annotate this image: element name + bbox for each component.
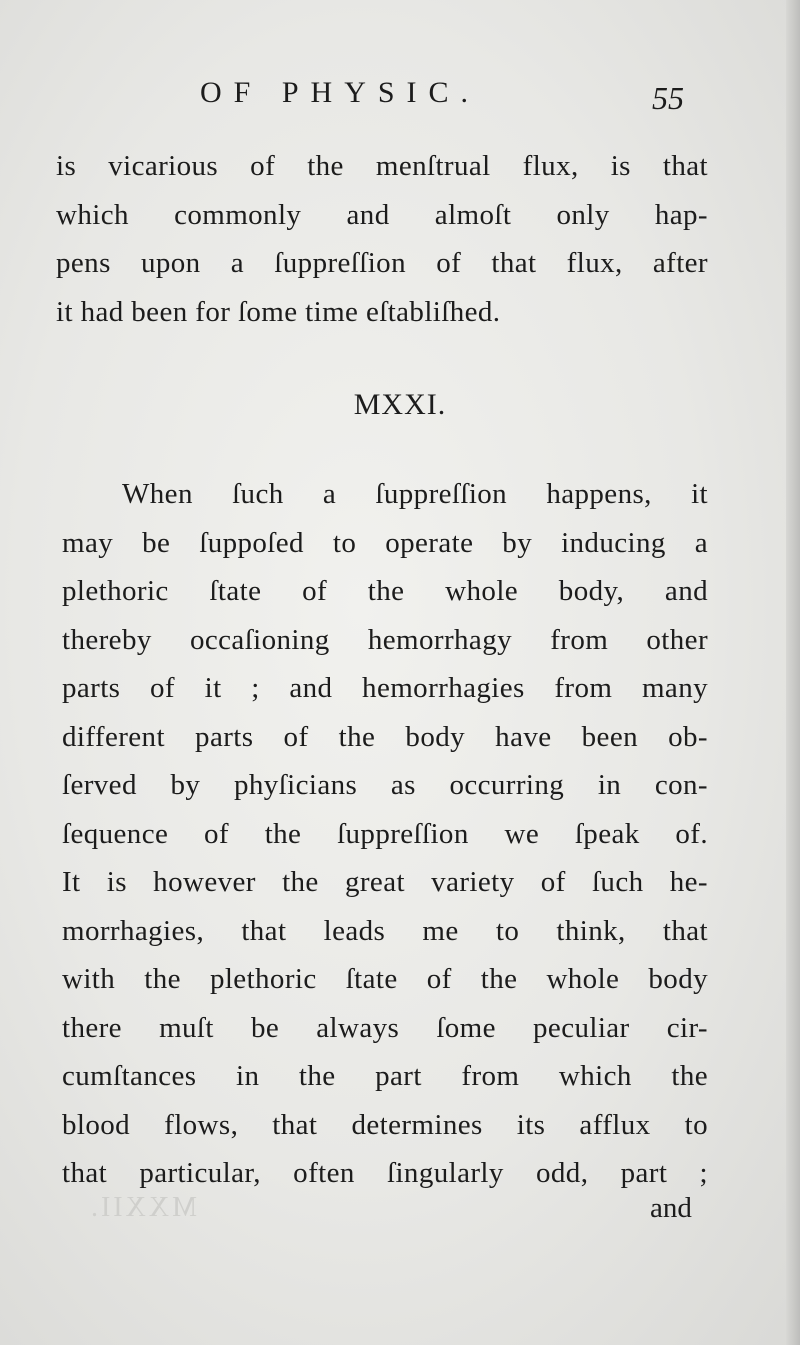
show-through-text: MXXII. (88, 1192, 197, 1223)
section-heading: MXXI. (353, 388, 447, 421)
text-line: It is however the great variety of ſuch he- (62, 866, 708, 898)
text-line: that particular, often ſingularly odd, part ; (62, 1157, 708, 1189)
text-line: ſequence of the ſuppreſſion we ſpeak of. (62, 817, 708, 850)
text-line: ſerved by phyſicians as occurring in con- (62, 769, 708, 801)
text-line: parts of it ; and hemorrhagies from many (62, 672, 708, 704)
text-line: blood flows, that determines its afflux to (62, 1108, 708, 1141)
text-line: cumſtances in the part from which the (62, 1060, 708, 1092)
page-number: 55 (652, 80, 684, 116)
text-line: morrhagies, that leads me to think, that (62, 914, 708, 947)
text-line: plethoric ſtate of the whole body, and (62, 575, 708, 607)
running-head: OF PHYSIC. (200, 76, 481, 109)
text-line: different parts of the body have been ob- (62, 720, 708, 753)
text-line: may be ſuppoſed to operate by inducing a (62, 526, 708, 559)
text-line: is vicarious of the menſtrual flux, is that (56, 150, 708, 182)
catchword: and (650, 1192, 692, 1224)
continuation-paragraph (56, 142, 708, 336)
page-header (0, 76, 800, 120)
text-line: When ſuch a ſuppreſſion happens, it (122, 478, 708, 510)
text-line: it had been for ſome time eſtabliſhed. (56, 295, 501, 328)
text-line: which commonly and almoſt only hap- (56, 198, 708, 231)
text-line: there muſt be always ſome peculiar cir- (62, 1011, 708, 1044)
text-line: thereby occaſioning hemorrhagy from other (62, 623, 708, 656)
text-line: with the plethoric ſtate of the whole body (62, 963, 708, 995)
text-line: pens upon a ſuppreſſion of that flux, after (56, 247, 708, 279)
section-paragraph (62, 470, 708, 1198)
page-edge-shadow (786, 0, 800, 1345)
